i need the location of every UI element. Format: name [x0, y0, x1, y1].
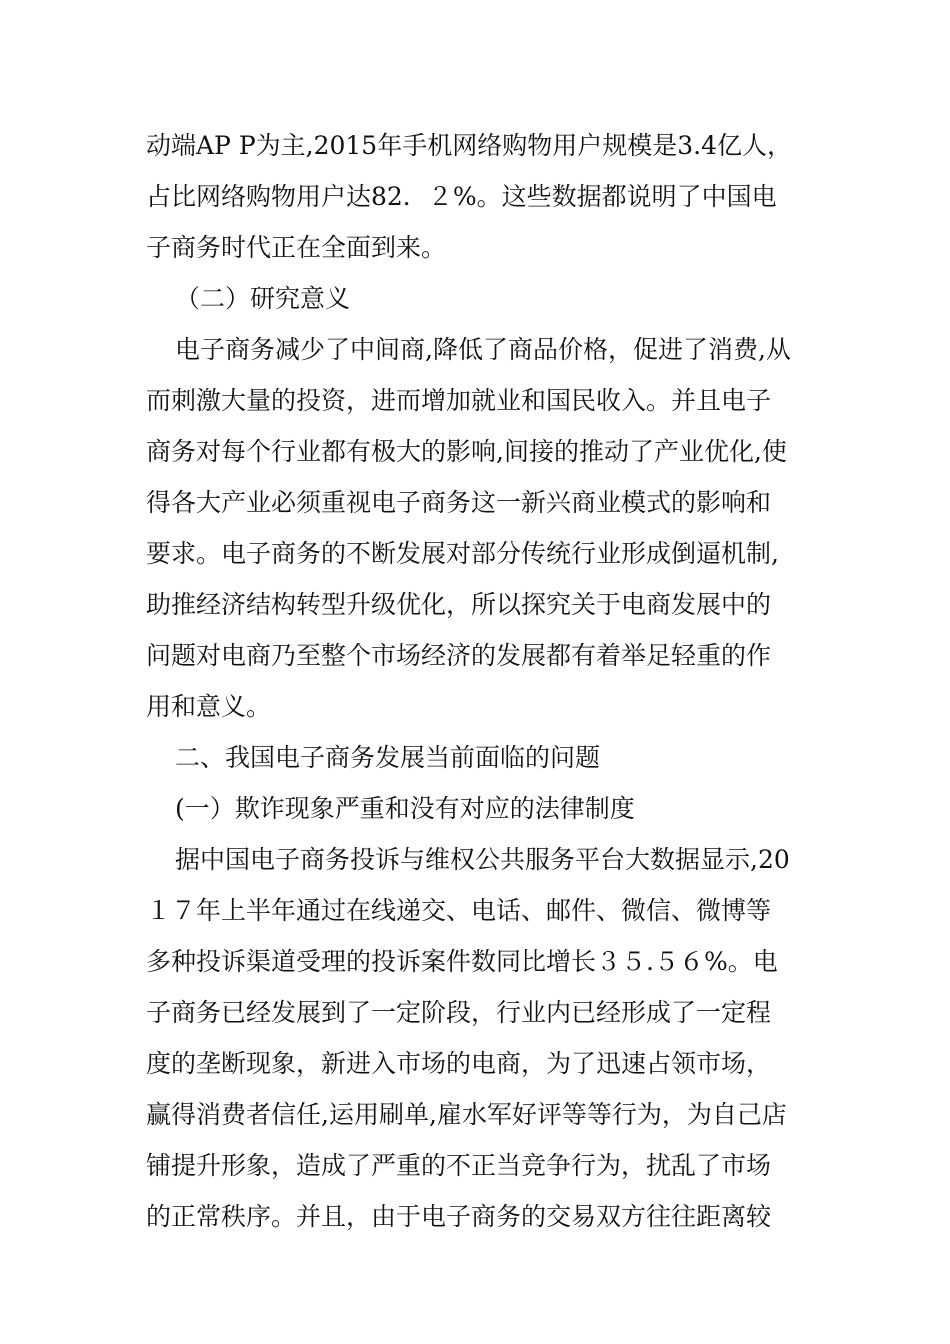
- text-line: 占比网络购物用户达82．２%。这些数据都说明了中国电: [146, 182, 777, 211]
- chapter-heading: 二、我国电子商务发展当前面临的问题: [175, 743, 601, 772]
- text-line: 赢得消费者信任,运用刷单,雇水军好评等等行为，为自己店: [146, 1100, 787, 1129]
- text-line: 度的垄断现象，新进入市场的电商，为了迅速占领市场，: [146, 1049, 772, 1078]
- text-line: 要求。电子商务的不断发展对部分传统行业形成倒逼机制,: [146, 539, 779, 568]
- section-heading: (一）欺诈现象严重和没有对应的法律制度: [175, 794, 635, 823]
- text-line: 子商务已经发展到了一定阶段，行业内已经形成了一定程: [146, 998, 772, 1027]
- text-line: 商务对每个行业都有极大的影响,间接的推动了产业优化,使: [146, 437, 787, 466]
- paragraph-first-line: 据中国电子商务投诉与维权公共服务平台大数据显示,20: [175, 845, 790, 874]
- section-heading: （二）研究意义: [175, 284, 351, 313]
- text-line: 得各大产业必须重视电子商务这一新兴商业模式的影响和: [146, 488, 772, 517]
- text-line: 助推经济结构转型升级优化，所以探究关于电商发展中的: [146, 590, 772, 619]
- text-line: 的正常秩序。并且，由于电子商务的交易双方往往距离较: [146, 1202, 772, 1231]
- text-line: １７年上半年通过在线递交、电话、邮件、微信、微博等: [146, 896, 772, 925]
- text-line: 用和意义。: [146, 692, 272, 721]
- text-line: 问题对电商乃至整个市场经济的发展都有着举足轻重的作: [146, 641, 772, 670]
- text-line: 子商务时代正在全面到来。: [146, 233, 447, 262]
- text-line: 多种投诉渠道受理的投诉案件数同比增长３５.５６%。电: [146, 947, 778, 976]
- text-line: 动端AP P为主,2015年手机网络购物用户规模是3.4亿人，: [146, 131, 792, 160]
- paragraph-first-line: 电子商务减少了中间商,降低了商品价格，促进了消费,从: [175, 335, 791, 364]
- text-line: 而刺激大量的投资，进而增加就业和国民收入。并且电子: [146, 386, 772, 415]
- text-line: 铺提升形象，造成了严重的不正当竞争行为，扰乱了市场: [146, 1151, 772, 1180]
